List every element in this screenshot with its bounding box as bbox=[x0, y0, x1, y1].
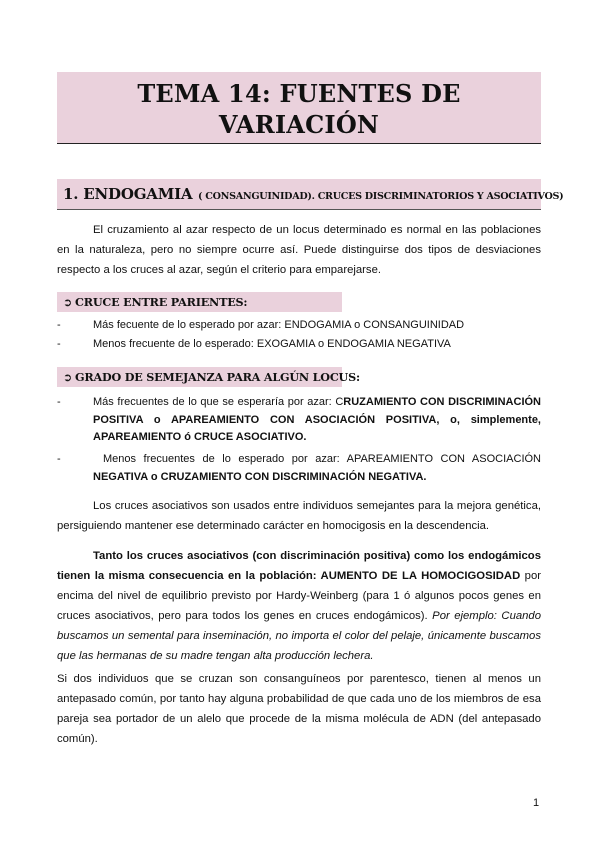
page-number: 1 bbox=[533, 797, 540, 809]
bullet-dash: - bbox=[57, 453, 61, 465]
list-item bbox=[57, 394, 541, 448]
arrow-right-icon: ➲ bbox=[63, 296, 73, 309]
arrow-right-icon: ➲ bbox=[63, 371, 73, 384]
paragraph-cruces-asociativos: Los cruces asociativos son usados entre individuos semejantes para la mejora genética, persiguiendo mantener ese determinado carácter en homocigosis en la descendencia. bbox=[57, 500, 541, 532]
section-heading-sub: ( CONSANGUINIDAD). CRUCES DISCRIMINATORIOS Y ASOCIATIVOS) bbox=[198, 191, 564, 202]
subheading-grado-semejanza bbox=[57, 367, 360, 387]
bullet-dash: - bbox=[57, 338, 61, 350]
section-heading bbox=[57, 179, 564, 210]
paragraph-consanguineos: Si dos individuos que se cruzan son consanguíneos por parentesco, tienen al menos un antepasado común, por tanto hay alguna probabilidad de que cada uno de los miembros de esa pareja sea portador de un alelo que procede de la misma molécula de ADN (del antepasado común). bbox=[57, 673, 541, 745]
subheading-label: GRADO DE SEMEJANZA PARA ALGÚN LOCUS: bbox=[75, 370, 360, 384]
paragraph-intro: El cruzamiento al azar respecto de un locus determinado es normal en las poblaciones en la naturaleza, pero no siempre ocurre así. Puede distinguirse dos tipos de desviaciones respecto a los cruces al azar, según el criterio para emparejarse. bbox=[57, 224, 541, 276]
list-item-text: Más frecuentes de lo que se esperaría por azar: CRUZAMIENTO CON DISCRIMINACIÓN POSITIVA o APAREAMIENTO CON ASOCIACIÓN POSITIVA, o, simplemente, APAREAMIENTO ó CRUCE ASOCIATIVO. bbox=[93, 396, 542, 443]
bullet-dash: - bbox=[57, 396, 61, 408]
list-item bbox=[57, 336, 541, 354]
list-item-text: Menos frecuentes de lo esperado por azar: APAREAMIENTO CON ASOCIACIÓN NEGATIVA o CRUZAMIENTO CON DISCRIMINACIÓN NEGATIVA. bbox=[93, 453, 541, 483]
list-item bbox=[57, 317, 541, 335]
section-heading-main: 1. ENDOGAMIA bbox=[63, 185, 193, 203]
list-item-text: Menos frecuente de lo esperado: EXOGAMIA o ENDOGAMIA NEGATIVA bbox=[93, 338, 451, 350]
bullet-dash: - bbox=[57, 319, 61, 331]
subheading-cruce-parientes bbox=[57, 292, 342, 312]
list-item-text: Más fecuente de lo esperado por azar: ENDOGAMIA o CONSANGUINIDAD bbox=[93, 319, 465, 331]
title-line-2: VARIACIÓN bbox=[218, 110, 380, 139]
subheading-label: CRUCE ENTRE PARIENTES: bbox=[75, 295, 248, 309]
page-title bbox=[57, 72, 541, 144]
list-item bbox=[57, 451, 541, 489]
paragraph-homocigosidad: Tanto los cruces asociativos (con discriminación positiva) como los endogámicos tienen la misma consecuencia en la población: AUMENTO DE LA HOMOCIGOSIDAD por encima del nivel de equilibrio previsto por Hardy-Weinberg (para 1 ó algunos pocos genes en cruces asociativos, pero para todos los genes en cruces endogámicos). Por ejemplo: Cuando buscamos un semental para inseminación, no importa el color del pelaje, únicamente buscamos que las hermanas de su madre tengan alta producción lechera. bbox=[57, 550, 542, 662]
title-line-1: TEMA 14: FUENTES DE bbox=[137, 79, 461, 108]
